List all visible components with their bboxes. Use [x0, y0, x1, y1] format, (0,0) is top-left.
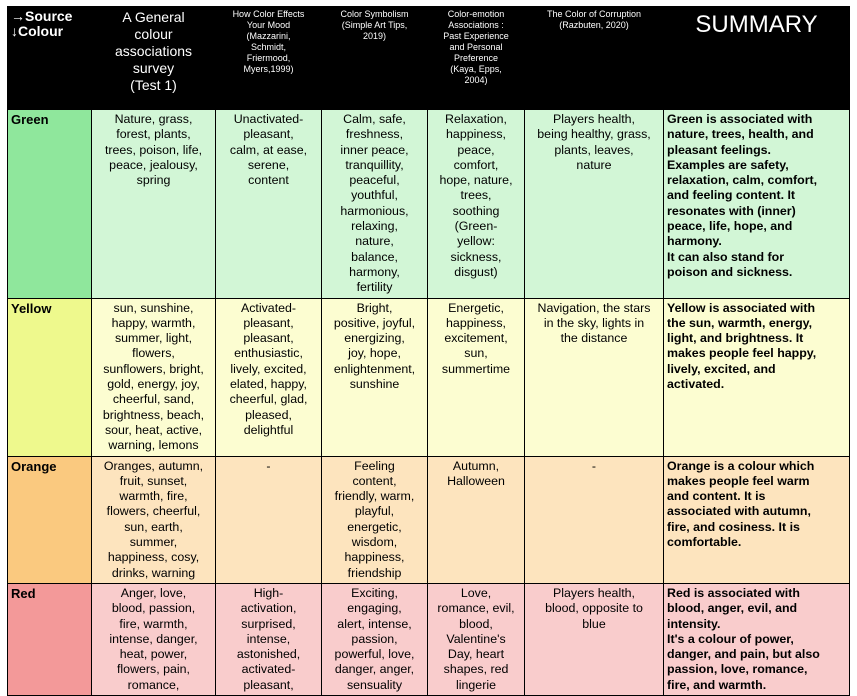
text-line: fire, and cosiness. It is — [667, 519, 800, 534]
text-line: happiness, — [344, 550, 405, 565]
header-color-emotion — [428, 7, 525, 110]
text-line: Nature, grass, — [114, 112, 193, 126]
text-line: poison and sickness. — [667, 264, 793, 279]
text-line: calm, at ease, — [229, 142, 308, 157]
colour-associations-table — [7, 6, 850, 696]
text-line: excitement, — [444, 331, 508, 346]
cell-orange-summary — [664, 456, 850, 583]
text-line: - — [591, 458, 597, 473]
text-line: elated, happy, — [230, 377, 307, 392]
text-line: passion, — [351, 631, 398, 646]
text-line: delightful — [243, 422, 294, 437]
text-line: High- — [253, 585, 284, 600]
text-line: Oranges, autumn, — [103, 458, 204, 473]
text-line: Halloween — [447, 473, 505, 488]
text-line: flowers, cheerful, — [106, 504, 201, 519]
text-line: wisdom, — [351, 535, 398, 550]
text-line: intensity. — [667, 616, 721, 631]
text-line: and Personal — [449, 42, 503, 52]
row-label-red — [8, 583, 92, 695]
text-line: lingerie — [456, 677, 496, 692]
text-line: survey — [132, 60, 175, 76]
row-red — [8, 583, 850, 695]
text-line: friendship — [347, 565, 402, 580]
text-line: Associations : — [448, 20, 504, 30]
text-line: relaxing, — [351, 219, 398, 234]
text-line: pleasant feelings. — [667, 142, 771, 157]
cell-red-survey — [92, 583, 216, 695]
text-line: - — [266, 458, 271, 473]
text-line: flowers, — [132, 346, 175, 361]
text-line: brightness, beach, — [102, 407, 205, 422]
cell-green-emotion — [428, 110, 525, 299]
text-line: Myers,1999) — [243, 64, 294, 74]
header-color-symbolism — [322, 7, 428, 110]
text-line: comfortable. — [667, 535, 742, 550]
cell-orange-emotion — [428, 456, 525, 583]
text-line: 2019) — [362, 31, 387, 41]
text-line: and content. It is — [667, 489, 766, 504]
text-line: energizing, — [344, 331, 405, 346]
text-line: makes people feel happy, — [667, 346, 817, 361]
text-line: (Mazzarini, — [246, 31, 291, 41]
text-line: Your Mood — [246, 20, 291, 30]
text-line: passion, love, romance, — [667, 662, 808, 677]
text-line: Love, — [460, 585, 492, 600]
text-line: activated- — [241, 662, 296, 677]
text-line: Calm, safe, — [343, 112, 406, 126]
cell-yellow-mood — [216, 298, 322, 456]
cell-green-mood — [216, 110, 322, 299]
text-line: balance, — [351, 249, 398, 264]
cell-green-symbolism — [322, 110, 428, 299]
text-line: trees, poison, life, — [104, 142, 203, 157]
text-line: serene, — [247, 157, 290, 172]
text-line: danger, anger, — [334, 662, 415, 677]
text-line: engaging, — [347, 601, 402, 616]
text-line: It's a colour of power, — [667, 631, 794, 646]
text-line: happy, warmth, — [111, 315, 196, 330]
text-line: joy, hope, — [348, 346, 401, 361]
text-line: makes people feel warm — [667, 473, 810, 488]
row-label-yellow — [8, 298, 92, 456]
text-line: shapes, red — [443, 662, 509, 677]
text-line: sunshine — [349, 377, 400, 392]
text-line: blood, opposite to — [545, 601, 643, 616]
text-line: (Test 1) — [130, 77, 177, 93]
text-line: Day, heart — [447, 647, 505, 662]
text-line: colour — [134, 26, 173, 42]
text-line: activation, — [240, 601, 297, 616]
text-line: It can also stand for — [667, 249, 785, 264]
text-line: flowers, pain, — [116, 662, 190, 677]
text-line: blue — [582, 616, 606, 631]
text-line: soothing — [452, 203, 500, 218]
corner-header — [8, 7, 92, 110]
text-line: peaceful, — [349, 173, 400, 188]
text-line: cheerful, sand, — [112, 392, 195, 407]
text-line: heat, power, — [119, 647, 188, 662]
text-line: enlightenment, — [333, 361, 416, 376]
text-line: Exciting, — [351, 585, 398, 600]
text-line: peace, — [457, 142, 495, 157]
text-line: positive, joyful, — [333, 315, 416, 330]
row-label-orange — [8, 456, 92, 583]
text-line: SUMMARY — [695, 11, 818, 38]
text-line: forest, plants, — [116, 127, 191, 142]
text-line: astonished, — [236, 647, 301, 662]
text-line: warning, lemons — [108, 438, 199, 453]
text-line: tranquillity, — [345, 157, 404, 172]
text-line: relaxation, calm, comfort, — [667, 173, 818, 188]
row-green — [8, 110, 850, 299]
text-line: friendly, warm, — [334, 489, 415, 504]
cell-orange-survey — [92, 456, 216, 583]
text-line: (Razbuten, 2020) — [559, 20, 629, 30]
text-line: Green — [11, 112, 49, 127]
text-line: alert, intense, — [337, 616, 412, 631]
text-line: A General — [122, 9, 185, 25]
text-line: associations — [114, 43, 193, 59]
text-line: (Green- — [454, 219, 498, 234]
text-line: nature, trees, health, and — [667, 127, 814, 142]
row-label-green — [8, 110, 92, 299]
text-line: pleasant, — [243, 331, 294, 346]
text-line: ↓Colour — [11, 23, 64, 39]
text-line: playful, — [354, 504, 395, 519]
text-line: content, — [352, 473, 397, 488]
cell-orange-mood — [216, 456, 322, 583]
text-line: fertility — [356, 280, 393, 295]
text-line: Preference — [453, 53, 499, 63]
cell-yellow-survey — [92, 298, 216, 456]
text-line: freshness, — [345, 127, 404, 142]
text-line: harmony, — [349, 264, 400, 279]
header-general-survey — [92, 7, 216, 110]
text-line: sun, sunshine, — [113, 300, 194, 315]
row-orange — [8, 456, 850, 583]
text-line: The Color of Corruption — [546, 9, 642, 19]
text-line: resonates with (inner) — [667, 203, 796, 218]
text-line: spring — [136, 173, 171, 188]
text-line: plants, leaves, — [554, 142, 634, 157]
text-line: surprised, — [241, 616, 296, 631]
text-line: Examples are safety, — [667, 157, 789, 172]
text-line: fire, warmth, — [119, 616, 188, 631]
text-line: summertime — [441, 361, 511, 376]
text-line: harmony. — [667, 234, 722, 249]
header-row — [8, 7, 850, 110]
text-line: blood, — [459, 616, 493, 631]
text-line: lively, excited, and — [667, 361, 776, 376]
cell-green-corruption — [525, 110, 664, 299]
text-line: (Simple Art Tips, — [341, 20, 408, 30]
text-line: inner peace, — [340, 142, 409, 157]
cell-red-summary — [664, 583, 850, 695]
text-line: lively, excited, — [230, 361, 307, 376]
text-line: and feeling content. It — [667, 188, 796, 203]
text-line: Orange is a colour which — [667, 458, 815, 473]
text-line: 2004) — [464, 75, 488, 85]
header-summary — [664, 7, 850, 110]
text-line: nature — [576, 157, 612, 172]
text-line: summer, — [129, 535, 178, 550]
text-line: Friermood, — [246, 53, 291, 63]
text-line: in the sky, lights in — [543, 315, 645, 330]
text-line: Red — [11, 585, 36, 601]
text-line: blood, anger, evil, and — [667, 601, 798, 616]
text-line: powerful, love, — [334, 647, 415, 662]
text-line: Players health, — [553, 585, 635, 600]
text-line: cheerful, glad, — [229, 392, 308, 407]
text-line: Energetic, — [448, 300, 504, 315]
text-line: intense, — [246, 631, 291, 646]
text-line: Anger, love, — [120, 585, 187, 600]
cell-red-corruption — [525, 583, 664, 695]
text-line: being healthy, grass, — [537, 127, 651, 142]
text-line: activated. — [667, 377, 725, 392]
text-line: enthusiastic, — [234, 346, 303, 361]
text-line: Yellow is associated with — [667, 300, 816, 315]
cell-red-mood — [216, 583, 322, 695]
cell-yellow-symbolism — [322, 298, 428, 456]
text-line: content — [248, 173, 289, 188]
text-line: sunflowers, bright, — [103, 361, 204, 376]
cell-yellow-summary — [664, 298, 850, 456]
text-line: gold, energy, joy, — [107, 377, 200, 392]
header-color-effects-mood — [216, 7, 322, 110]
cell-orange-corruption — [525, 456, 664, 583]
cell-red-emotion — [428, 583, 525, 695]
text-line: pleasant, — [243, 677, 294, 692]
text-line: youthful, — [351, 188, 398, 203]
cell-yellow-corruption — [525, 298, 664, 456]
text-line: comfort, — [453, 157, 499, 172]
text-line: sickness, — [450, 249, 502, 264]
text-line: Autumn, — [452, 458, 500, 473]
text-line: →Source — [11, 8, 73, 24]
text-line: Orange — [11, 458, 57, 474]
text-line: nature, — [355, 234, 394, 249]
text-line: sun, — [464, 346, 488, 361]
text-line: Yellow — [11, 300, 52, 316]
text-line: (Kaya, Epps, — [450, 64, 502, 74]
text-line: hope, nature, — [439, 173, 513, 188]
cell-green-summary — [664, 110, 850, 299]
text-line: Navigation, the stars — [537, 300, 651, 315]
text-line: romance, evil, — [437, 601, 515, 616]
text-line: pleasant, — [243, 127, 294, 142]
text-line: summer, light, — [114, 331, 193, 346]
cell-green-survey — [92, 110, 216, 299]
text-line: Past Experience — [443, 31, 509, 41]
cell-red-symbolism — [322, 583, 428, 695]
text-line: fire, and warmth. — [667, 677, 767, 692]
text-line: yellow: — [457, 234, 495, 249]
text-line: associated with autumn, — [667, 504, 811, 519]
text-line: Feeling — [354, 458, 395, 473]
text-line: pleased, — [245, 407, 292, 422]
text-line: happiness, — [446, 127, 506, 142]
text-line: How Color Effects — [232, 9, 305, 19]
text-line: trees, — [460, 188, 492, 203]
text-line: Bright, — [356, 300, 393, 315]
text-line: warmth, fire, — [119, 489, 188, 504]
text-line: fruit, sunset, — [119, 473, 188, 488]
header-color-corruption — [525, 7, 664, 110]
text-line: disgust) — [454, 264, 498, 279]
text-line: Players health, — [553, 112, 635, 126]
text-line: Schmidt, — [250, 42, 286, 52]
text-line: Color Symbolism — [340, 9, 409, 19]
text-line: peace, life, hope, and — [667, 219, 793, 234]
text-line: sun, earth, — [124, 519, 183, 534]
text-line: happiness, — [446, 315, 506, 330]
text-line: the sun, warmth, energy, — [667, 315, 813, 330]
text-line: sour, heat, active, — [104, 422, 203, 437]
cell-orange-symbolism — [322, 456, 428, 583]
text-line: the distance — [560, 331, 628, 346]
text-line: light, and brightness. It — [667, 331, 804, 346]
text-line: danger, and pain, but also — [667, 647, 820, 662]
cell-yellow-emotion — [428, 298, 525, 456]
text-line: intense, danger, — [109, 631, 198, 646]
text-line: drinks, warning — [111, 565, 196, 580]
text-line: pleasant, — [243, 315, 294, 330]
text-line: Color-emotion — [447, 9, 505, 19]
text-line: happiness, cosy, — [107, 550, 200, 565]
text-line: Red is associated with — [667, 585, 800, 600]
text-line: energetic, — [347, 519, 402, 534]
text-line: Relaxation, — [445, 112, 507, 126]
text-line: blood, passion, — [111, 601, 196, 616]
text-line: sensuality — [346, 677, 403, 692]
text-line: peace, jealousy, — [109, 157, 198, 172]
text-line: harmonious, — [340, 203, 409, 218]
text-line: romance, — [127, 677, 180, 692]
text-line: Valentine's — [446, 631, 506, 646]
row-yellow — [8, 298, 850, 456]
text-line: Activated- — [240, 300, 297, 315]
text-line: Green is associated with — [667, 112, 813, 126]
text-line: Unactivated- — [233, 112, 304, 126]
